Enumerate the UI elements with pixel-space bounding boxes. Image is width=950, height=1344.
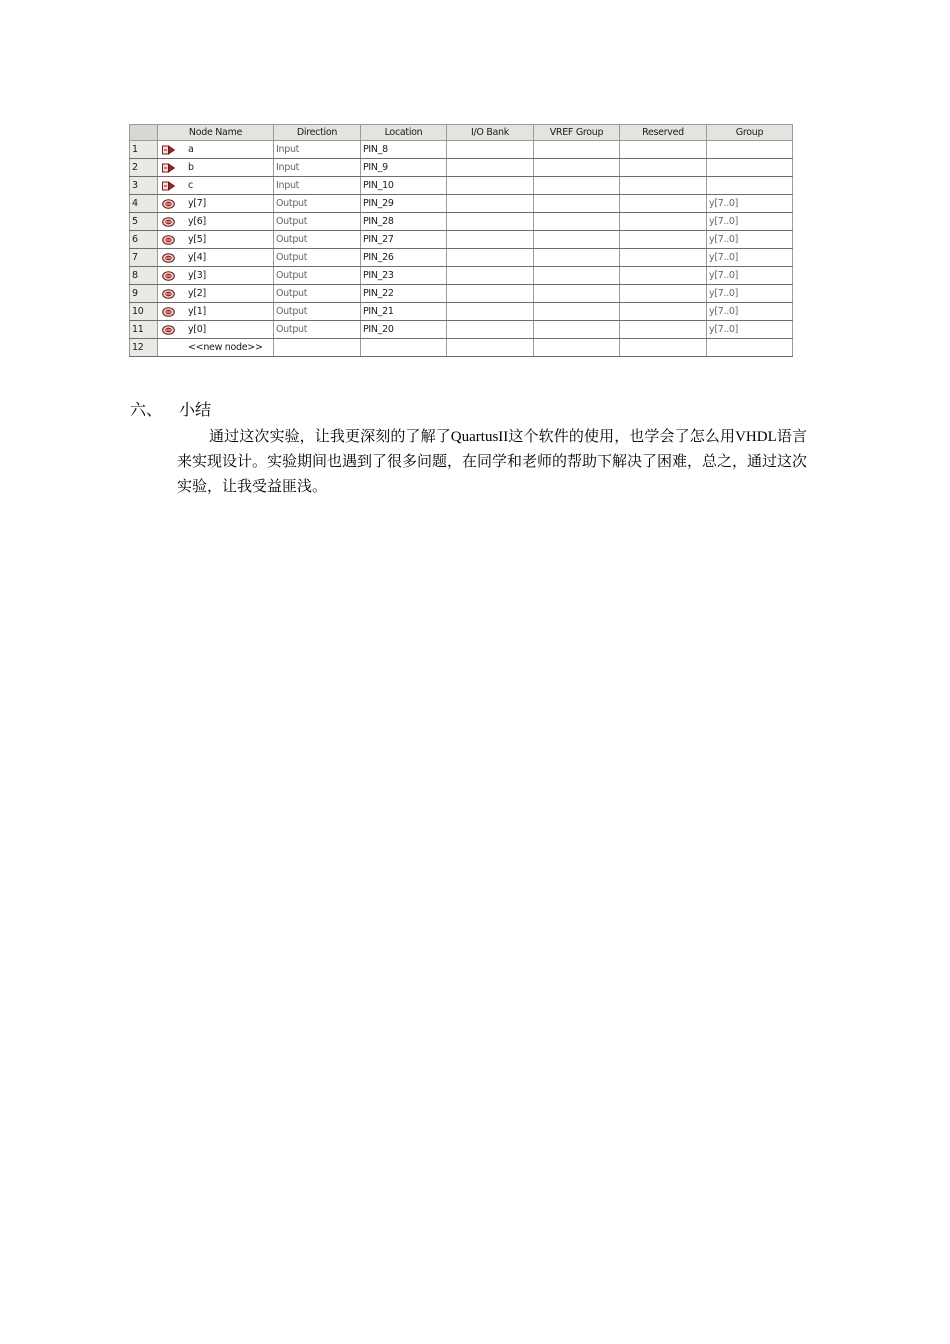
output-pin-icon [162, 306, 175, 316]
cell-node-name[interactable] [158, 231, 274, 249]
table-row[interactable] [130, 285, 793, 303]
table-row[interactable] [130, 267, 793, 285]
cell-reserved[interactable] [620, 177, 707, 195]
cell-node-name[interactable] [158, 321, 274, 339]
cell-direction[interactable]: Output [274, 285, 361, 303]
cell-vref-group[interactable] [534, 303, 620, 321]
cell-io-bank[interactable] [447, 231, 534, 249]
cell-direction[interactable]: Output [274, 195, 361, 213]
cell-location[interactable]: PIN_27 [361, 231, 447, 249]
cell-location[interactable]: PIN_23 [361, 267, 447, 285]
cell-location[interactable]: PIN_29 [361, 195, 447, 213]
row-number: 8 [130, 267, 158, 285]
cell-location[interactable]: PIN_22 [361, 285, 447, 303]
table-row[interactable] [130, 159, 793, 177]
output-pin-icon [162, 288, 175, 298]
node-name-label: y[2] [188, 288, 206, 299]
input-pin-icon [162, 180, 175, 190]
node-name-label: y[6] [188, 216, 206, 227]
cell-io-bank[interactable] [447, 285, 534, 303]
cell-reserved[interactable] [620, 213, 707, 231]
table-row[interactable] [130, 249, 793, 267]
cell-node-name[interactable] [158, 267, 274, 285]
cell-vref-group[interactable] [534, 339, 620, 357]
row-number: 7 [130, 249, 158, 267]
pin-planner-table [129, 124, 793, 357]
cell-node-name[interactable] [158, 249, 274, 267]
cell-group[interactable]: y[7..0] [707, 321, 793, 339]
row-number: 9 [130, 285, 158, 303]
node-name-label: c [188, 180, 193, 191]
cell-location[interactable]: PIN_28 [361, 213, 447, 231]
cell-io-bank[interactable] [447, 249, 534, 267]
cell-group[interactable] [707, 177, 793, 195]
cell-reserved[interactable] [620, 141, 707, 159]
new-node-cell[interactable]: <<new node>> [158, 339, 274, 357]
cell-reserved[interactable] [620, 321, 707, 339]
cell-group[interactable]: y[7..0] [707, 231, 793, 249]
cell-location[interactable]: PIN_26 [361, 249, 447, 267]
row-number: 5 [130, 213, 158, 231]
section-heading [130, 399, 211, 421]
cell-group[interactable]: y[7..0] [707, 195, 793, 213]
table-row[interactable] [130, 213, 793, 231]
cell-location[interactable]: PIN_20 [361, 321, 447, 339]
cell-node-name[interactable] [158, 285, 274, 303]
cell-vref-group[interactable] [534, 267, 620, 285]
cell-group[interactable]: y[7..0] [707, 267, 793, 285]
cell-group[interactable]: y[7..0] [707, 303, 793, 321]
row-number: 2 [130, 159, 158, 177]
cell-io-bank[interactable] [447, 195, 534, 213]
output-pin-icon [162, 324, 175, 334]
node-name-label: y[4] [188, 252, 206, 263]
cell-direction[interactable]: Output [274, 303, 361, 321]
node-name-label: a [188, 144, 194, 155]
cell-direction[interactable]: Output [274, 231, 361, 249]
output-pin-icon [162, 270, 175, 280]
cell-reserved[interactable] [620, 249, 707, 267]
table-row[interactable] [130, 141, 793, 159]
cell-location[interactable] [361, 339, 447, 357]
section-number: 六、 [130, 400, 163, 419]
row-number: 4 [130, 195, 158, 213]
node-name-label: y[0] [188, 324, 206, 335]
cell-reserved[interactable] [620, 195, 707, 213]
node-name-label: y[1] [188, 306, 206, 317]
row-number: 12 [130, 339, 158, 357]
cell-vref-group[interactable] [534, 213, 620, 231]
column-header-group[interactable]: Group [707, 125, 793, 141]
row-number: 6 [130, 231, 158, 249]
column-header-direction[interactable]: Direction [274, 125, 361, 141]
row-number: 10 [130, 303, 158, 321]
cell-vref-group[interactable] [534, 177, 620, 195]
cell-direction[interactable]: Output [274, 267, 361, 285]
cell-reserved[interactable] [620, 267, 707, 285]
cell-node-name[interactable] [158, 177, 274, 195]
node-name-label: y[7] [188, 198, 206, 209]
output-pin-icon [162, 252, 175, 262]
cell-reserved[interactable] [620, 231, 707, 249]
table-body [130, 141, 793, 357]
output-pin-icon [162, 234, 175, 244]
column-header-reserved[interactable]: Reserved [620, 125, 707, 141]
node-name-label: b [188, 162, 194, 173]
column-header-corner [130, 125, 158, 141]
cell-group[interactable]: y[7..0] [707, 285, 793, 303]
output-pin-icon [162, 198, 175, 208]
cell-location[interactable]: PIN_8 [361, 141, 447, 159]
cell-vref-group[interactable] [534, 159, 620, 177]
column-header-node-name[interactable]: Node Name [158, 125, 274, 141]
table-row[interactable] [130, 195, 793, 213]
cell-direction[interactable]: Input [274, 159, 361, 177]
cell-vref-group[interactable] [534, 285, 620, 303]
cell-vref-group[interactable] [534, 231, 620, 249]
table-row[interactable] [130, 177, 793, 195]
cell-reserved[interactable] [620, 159, 707, 177]
cell-io-bank[interactable] [447, 159, 534, 177]
cell-vref-group[interactable] [534, 141, 620, 159]
cell-group[interactable]: y[7..0] [707, 249, 793, 267]
cell-location[interactable]: PIN_10 [361, 177, 447, 195]
cell-io-bank[interactable] [447, 213, 534, 231]
section-title: 小结 [179, 400, 212, 419]
output-pin-icon [162, 216, 175, 226]
cell-direction[interactable]: Output [274, 249, 361, 267]
table-header [130, 125, 793, 141]
node-name-label: y[3] [188, 270, 206, 281]
cell-node-name[interactable] [158, 303, 274, 321]
cell-group[interactable]: y[7..0] [707, 213, 793, 231]
cell-location[interactable]: PIN_9 [361, 159, 447, 177]
cell-group[interactable] [707, 339, 793, 357]
cell-location[interactable]: PIN_21 [361, 303, 447, 321]
cell-reserved[interactable] [620, 303, 707, 321]
cell-io-bank[interactable] [447, 177, 534, 195]
cell-direction[interactable]: Output [274, 321, 361, 339]
cell-vref-group[interactable] [534, 195, 620, 213]
cell-node-name[interactable] [158, 213, 274, 231]
column-header-vref-group[interactable]: VREF Group [534, 125, 620, 141]
cell-io-bank[interactable] [447, 303, 534, 321]
cell-direction[interactable] [274, 339, 361, 357]
cell-reserved[interactable] [620, 285, 707, 303]
cell-direction[interactable]: Input [274, 177, 361, 195]
cell-vref-group[interactable] [534, 249, 620, 267]
summary-paragraph: 通过这次实验，让我更深刻的了解了QuartusII这个软件的使用，也学会了怎么用VHDL语言来实现设计。实验期间也遇到了很多问题，在同学和老师的帮助下解决了困难，总之，通过这次实验，让我受益匪浅。 [177, 429, 808, 495]
row-number: 3 [130, 177, 158, 195]
cell-node-name[interactable] [158, 141, 274, 159]
input-pin-icon [162, 162, 175, 172]
cell-io-bank[interactable] [447, 141, 534, 159]
node-name-label: y[5] [188, 234, 206, 245]
cell-io-bank[interactable] [447, 267, 534, 285]
table-row[interactable] [130, 231, 793, 249]
column-header-location[interactable]: Location [361, 125, 447, 141]
input-pin-icon [162, 144, 175, 154]
table-row[interactable] [130, 303, 793, 321]
cell-node-name[interactable] [158, 159, 274, 177]
cell-io-bank[interactable] [447, 321, 534, 339]
cell-vref-group[interactable] [534, 321, 620, 339]
cell-direction[interactable]: Output [274, 213, 361, 231]
table-row[interactable] [130, 321, 793, 339]
cell-reserved[interactable] [620, 339, 707, 357]
cell-io-bank[interactable] [447, 339, 534, 357]
row-number: 1 [130, 141, 158, 159]
cell-direction[interactable]: Input [274, 141, 361, 159]
cell-node-name[interactable] [158, 195, 274, 213]
table-row-new-node[interactable] [130, 339, 793, 357]
cell-group[interactable] [707, 159, 793, 177]
row-number: 11 [130, 321, 158, 339]
column-header-io-bank[interactable]: I/O Bank [447, 125, 534, 141]
cell-group[interactable] [707, 141, 793, 159]
